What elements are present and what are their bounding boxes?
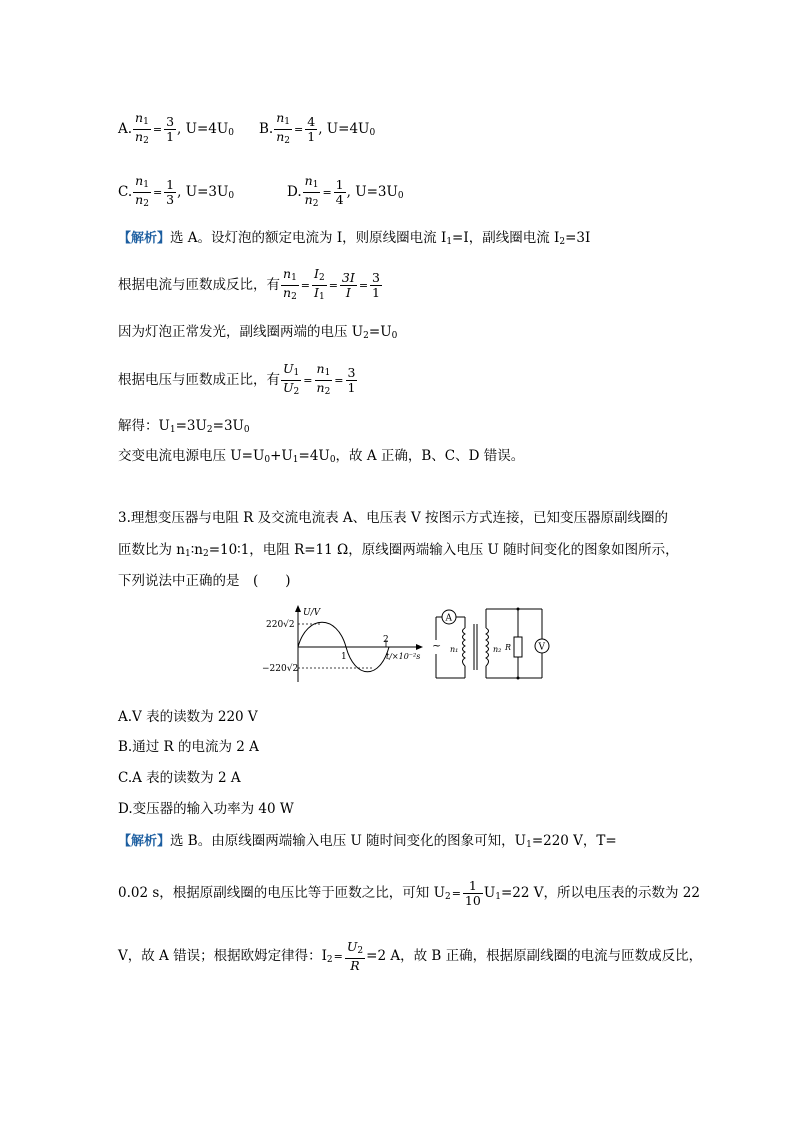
figure: [262, 604, 552, 686]
x-axis-arrow: [416, 644, 423, 650]
x-axis-label: t/×10⁻²s: [386, 652, 421, 661]
q3-option-c: C.A 表的读数为 2 A: [118, 770, 241, 786]
node-dot: [517, 677, 520, 680]
analysis1-line3: 因为灯泡正常发光，副线圈两端的电压 $U_2=U_0$: [118, 324, 398, 341]
y-min-label: −220√2: [262, 664, 299, 674]
analysis1-line1: 【解析】选 A。设灯泡的额定电流为 I，则原线圈电流 $I_1=I$，副线圈电流 $I_2=3I$: [118, 230, 591, 247]
question3-line2: 匝数比为 $n_1∶n_2=10∶1$，电阻 R=11 Ω，原线圈两端输入电压 U 随时间变化的图象如图所示，: [118, 542, 679, 559]
secondary-coil-icon: [486, 628, 489, 666]
option-c: C. $\frac{n_1}{n_2}$ = $\frac{1}{3}$ , $U=3U_0$: [118, 173, 235, 209]
resistor-label: R: [505, 643, 512, 652]
analysis-tag: 【解析】: [118, 231, 171, 246]
analysis1-line4: 根据电压与匝数成正比，有 $\frac{U_1}{U_2}$ = $\frac{n_1}{n_2}$ = $\frac{3}{1}$: [118, 361, 356, 397]
resistor-icon: [514, 637, 522, 657]
option-b: B. $\frac{n_1}{n_2}$ = $\frac{4}{1}$ , $U=4U_0$: [259, 110, 376, 146]
ammeter-label: A: [445, 613, 452, 624]
ac-source-icon: ~: [432, 639, 442, 652]
primary-label: n₁: [450, 645, 459, 654]
analysis2-line2: 0.02 s，根据原副线圈的电压比等于匝数之比，可知 $U_2=$ $\frac{1}{10}$ $U_1=22$ V，所以电压表的示数为 22: [118, 878, 700, 908]
q3-option-a: A.V 表的读数为 220 V: [118, 709, 258, 725]
option-a: A. $\frac{n_1}{n_2}$ = $\frac{3}{1}$ , $U=4U_0$: [118, 110, 234, 146]
question3-line3: 下列说法中正确的是 ( ): [118, 573, 291, 589]
node-dot: [517, 608, 520, 611]
tick-2: 2: [383, 635, 389, 645]
analysis1-line6: 交变电流电源电压 $U=U_0+U_1=4U_0$，故 A 正确，B、C、D 错误。: [118, 448, 525, 465]
q3-option-b: B.通过 R 的电流为 2 A: [118, 739, 259, 755]
question3-line1: 3.理想变压器与电阻 R 及交流电流表 A、电压表 V 按图示方式连接，已知变压器原副线圈的: [118, 510, 668, 526]
primary-coil-icon: [463, 628, 466, 666]
secondary-label: n₂: [493, 645, 502, 654]
q3-option-d: D.变压器的输入功率为 40 W: [118, 801, 294, 817]
option-d: D. $\frac{n_1}{n_2}$ = $\frac{1}{4}$ , $U=3U_0$: [287, 173, 404, 209]
analysis1-line5: 解得：$U_1=3U_2=3U_0$: [118, 418, 250, 435]
analysis2-line1: 【解析】选 B。由原线圈两端输入电压 U 随时间变化的图象可知，$U_1=220$ V，T=: [118, 833, 617, 850]
analysis2-line3: V，故 A 错误；根据欧姆定律得：$I_2=$ $\frac{U_2}{R}$ =2 A，故 B 正确，根据原副线圈的电流与匝数成反比，: [118, 939, 703, 973]
y-max-label: 220√2: [266, 620, 295, 630]
tick-1: 1: [341, 652, 347, 662]
voltmeter-label: V: [538, 642, 545, 653]
y-axis-label: U/V: [303, 608, 321, 618]
y-axis-arrow: [295, 605, 301, 612]
analysis1-line2: 根据电流与匝数成反比，有 $\frac{n_1}{n_2}$ = $\frac{I_2}{I_1}$ = $\frac{3I}{I}$ = $\frac{3}{1}$: [118, 266, 380, 302]
analysis-tag: 【解析】: [118, 834, 171, 849]
